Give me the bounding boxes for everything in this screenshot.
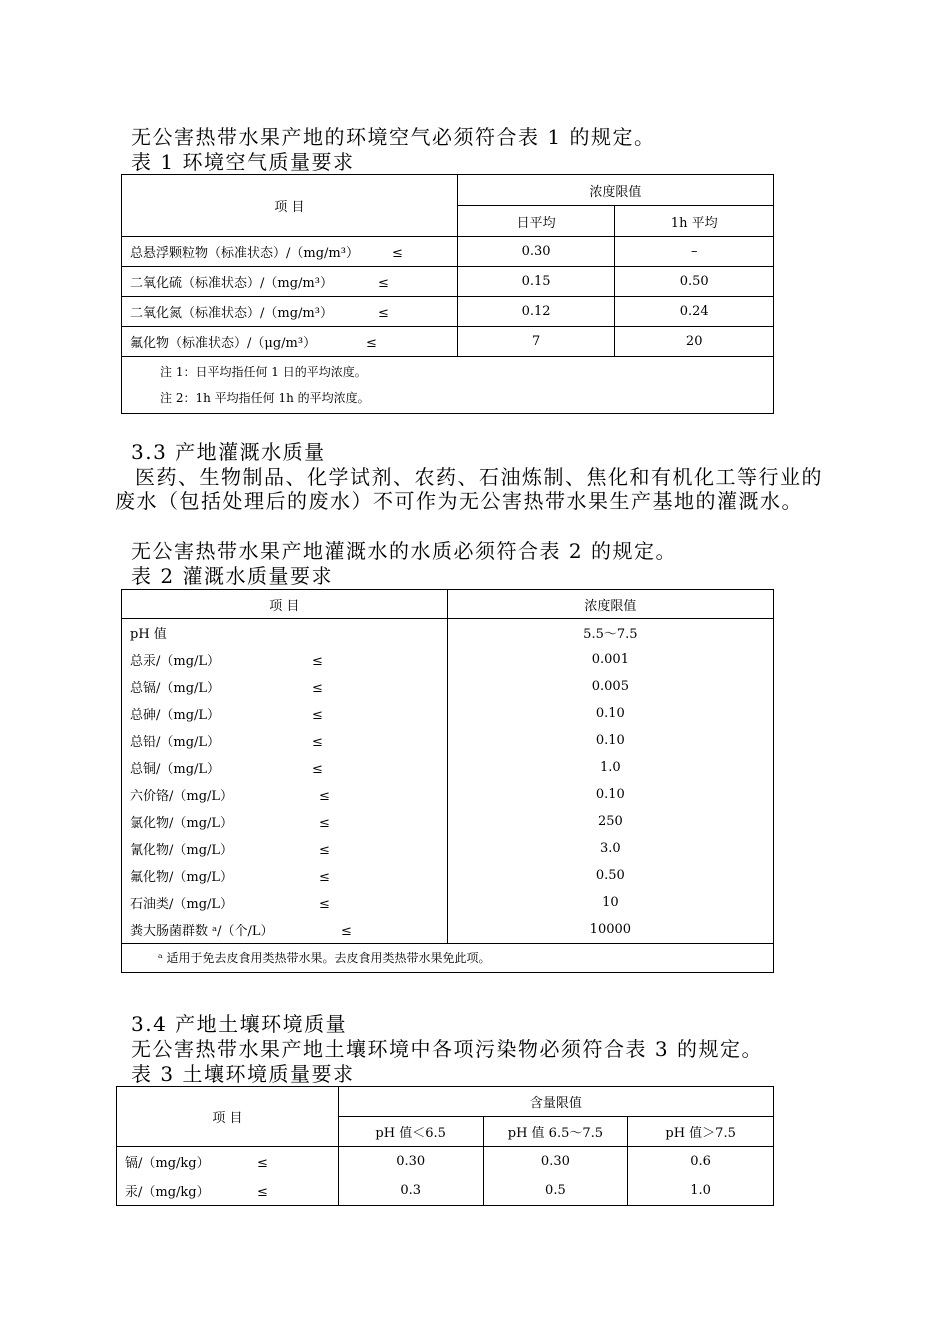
le-symbol: ≤ xyxy=(312,735,323,750)
row-item: 氟化物/（mg/L） xyxy=(130,870,234,885)
le-symbol: ≤ xyxy=(378,306,389,321)
le-symbol: ≤ xyxy=(312,708,323,723)
le-symbol: ≤ xyxy=(312,654,323,669)
table3-header-item: 项 目 xyxy=(117,1087,339,1147)
limit-value: 5.5～7.5 xyxy=(447,619,773,647)
row-item: 氯化物/（mg/L） xyxy=(130,816,234,831)
daily-value: 0.15 xyxy=(457,267,615,297)
table-row xyxy=(122,835,774,862)
table1-header-limit: 浓度限值 xyxy=(457,175,773,206)
le-symbol: ≤ xyxy=(392,246,403,261)
daily-value: 0.30 xyxy=(457,237,615,267)
row-item: 粪大肠菌群数 ᵃ/（个/L） xyxy=(130,924,274,939)
row-item: 总铅/（mg/L） xyxy=(130,735,221,750)
hourly-value: 20 xyxy=(615,327,774,357)
table-row xyxy=(122,862,774,889)
le-symbol: ≤ xyxy=(257,1156,268,1171)
water-paragraph: 医药、生物制品、化学试剂、农药、石油炼制、焦化和有机化工等行业的废水（包括处理后的废水）不可作为无公害热带水果生产基地的灌溉水。 xyxy=(115,465,823,513)
limit-value: 1.0 xyxy=(628,1176,774,1206)
table-row xyxy=(122,237,774,267)
table-row xyxy=(122,727,774,754)
table-row xyxy=(122,673,774,700)
row-item: 总汞/（mg/L） xyxy=(130,654,221,669)
table2-footnote: ᵃ 适用于免去皮食用类热带水果。去皮食用类热带水果免此项。 xyxy=(122,944,774,973)
table1-header-item: 项 目 xyxy=(122,175,458,237)
table-row xyxy=(122,646,774,673)
table1-note-2: 注 2：1h 平均指任何 1h 的平均浓度。 xyxy=(160,391,370,405)
row-item: 总铜/（mg/L） xyxy=(130,762,221,777)
table2-header-item: 项 目 xyxy=(122,590,448,619)
daily-value: 0.12 xyxy=(457,297,615,327)
soil-intro-text: 无公害热带水果产地土壤环境中各项污染物必须符合表 3 的规定。 xyxy=(131,1037,763,1061)
limit-value: 1.0 xyxy=(447,754,773,781)
table1-title: 表 1 环境空气质量要求 xyxy=(131,150,355,174)
soil-section-heading: 3.4 产地土壤环境质量 xyxy=(131,1012,348,1036)
le-symbol: ≤ xyxy=(312,762,323,777)
soil-quality-table xyxy=(116,1086,774,1206)
le-symbol: ≤ xyxy=(378,276,389,291)
le-symbol: ≤ xyxy=(257,1185,268,1200)
hourly-value: 0.50 xyxy=(615,267,774,297)
daily-value: 7 xyxy=(457,327,615,357)
hourly-value: 0.24 xyxy=(615,297,774,327)
table1-header-hourly: 1h 平均 xyxy=(615,206,774,237)
le-symbol: ≤ xyxy=(319,789,330,804)
limit-value: 0.6 xyxy=(628,1147,774,1177)
limit-value: 0.30 xyxy=(338,1147,483,1177)
row-item: 镉/（mg/kg） xyxy=(125,1156,210,1171)
row-item: 氰化物/（mg/L） xyxy=(130,843,234,858)
le-symbol: ≤ xyxy=(319,897,330,912)
table1-note-1: 注 1：日平均指任何 1 日的平均浓度。 xyxy=(160,365,367,379)
table-row xyxy=(122,781,774,808)
le-symbol: ≤ xyxy=(319,816,330,831)
table-row xyxy=(117,1147,774,1177)
table1-notes xyxy=(122,357,774,414)
table3-header-ph-mid: pH 值 6.5～7.5 xyxy=(483,1117,628,1147)
limit-value: 0.30 xyxy=(483,1147,628,1177)
table3-title: 表 3 土壤环境质量要求 xyxy=(131,1062,355,1086)
table3-header-ph-low: pH 值＜6.5 xyxy=(338,1117,483,1147)
air-intro-text: 无公害热带水果产地的环境空气必须符合表 1 的规定。 xyxy=(131,125,656,149)
air-quality-table xyxy=(121,174,774,414)
row-item: 总镉/（mg/L） xyxy=(130,681,221,696)
table-row xyxy=(122,916,774,944)
limit-value: 0.50 xyxy=(447,862,773,889)
limit-value: 10000 xyxy=(447,916,773,944)
limit-value: 0.10 xyxy=(447,781,773,808)
row-item: 石油类/（mg/L） xyxy=(130,897,234,912)
water-section-heading: 3.3 产地灌溉水质量 xyxy=(131,440,326,464)
limit-value: 250 xyxy=(447,808,773,835)
limit-value: 0.10 xyxy=(447,700,773,727)
table-row xyxy=(117,1176,774,1206)
le-symbol: ≤ xyxy=(319,870,330,885)
table1-header-daily: 日平均 xyxy=(457,206,615,237)
row-item: 二氧化氮（标准状态）/（mg/m³） xyxy=(130,306,333,321)
row-item: 六价铬/（mg/L） xyxy=(130,789,234,804)
limit-value: 10 xyxy=(447,889,773,916)
limit-value: 0.5 xyxy=(483,1176,628,1206)
row-item: 二氧化硫（标准状态）/（mg/m³） xyxy=(130,276,333,291)
irrigation-water-table xyxy=(121,589,774,973)
limit-value: 0.005 xyxy=(447,673,773,700)
le-symbol: ≤ xyxy=(366,336,377,351)
limit-value: 0.10 xyxy=(447,727,773,754)
table2-title: 表 2 灌溉水质量要求 xyxy=(131,564,333,588)
table-row xyxy=(122,327,774,357)
le-symbol: ≤ xyxy=(319,843,330,858)
row-item: 总砷/（mg/L） xyxy=(130,708,221,723)
le-symbol: ≤ xyxy=(312,681,323,696)
row-item: pH 值 xyxy=(130,627,167,642)
table3-header-limit: 含量限值 xyxy=(338,1087,773,1117)
limit-value: 3.0 xyxy=(447,835,773,862)
table-row xyxy=(122,267,774,297)
hourly-value: – xyxy=(615,237,774,267)
table-row xyxy=(122,619,774,647)
row-item: 汞/（mg/kg） xyxy=(125,1185,210,1200)
limit-value: 0.001 xyxy=(447,646,773,673)
table-row xyxy=(122,297,774,327)
row-item: 总悬浮颗粒物（标准状态）/（mg/m³） xyxy=(130,246,359,261)
le-symbol: ≤ xyxy=(341,924,352,939)
limit-value: 0.3 xyxy=(338,1176,483,1206)
water-intro-text: 无公害热带水果产地灌溉水的水质必须符合表 2 的规定。 xyxy=(131,539,677,563)
table-row xyxy=(122,754,774,781)
row-item: 氟化物（标准状态）/（μg/m³） xyxy=(130,336,317,351)
table2-header-limit: 浓度限值 xyxy=(447,590,773,619)
table-row xyxy=(122,808,774,835)
table3-header-ph-high: pH 值＞7.5 xyxy=(628,1117,774,1147)
table-row xyxy=(122,700,774,727)
table-row xyxy=(122,889,774,916)
